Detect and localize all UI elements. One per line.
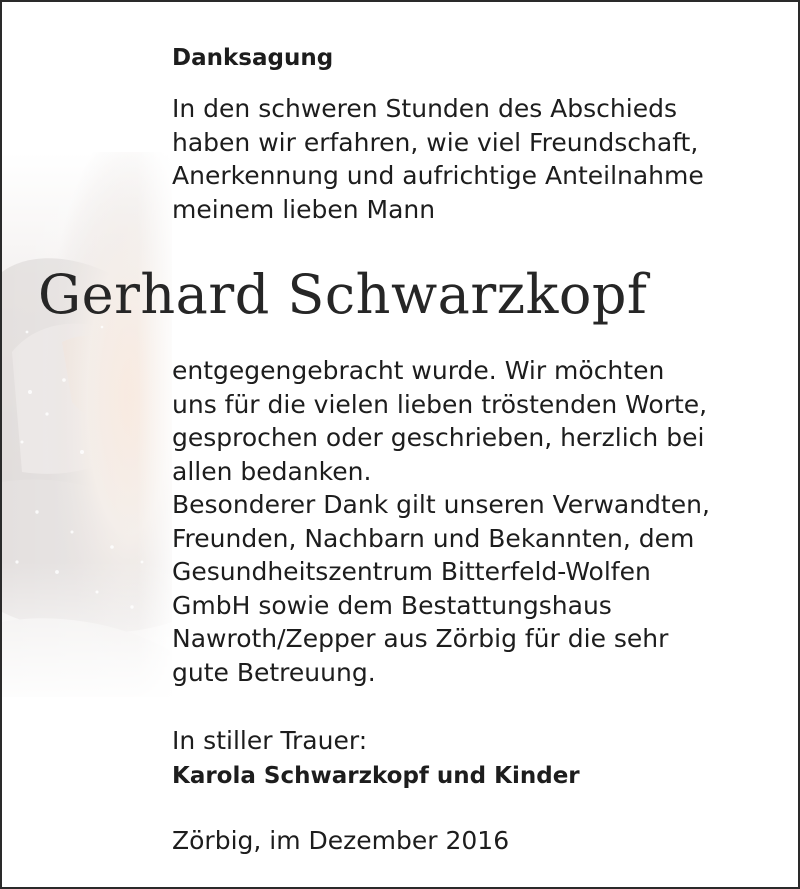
- body-line: Nawroth/Zepper aus Zörbig für die sehr: [172, 624, 669, 653]
- intro-line: haben wir erfahren, wie viel Freundschaft,: [172, 127, 699, 157]
- body-line: Besonderer Dank gilt unseren Verwandten,: [172, 490, 710, 519]
- heading-danksagung: Danksagung: [172, 45, 334, 71]
- body-line: gute Betreuung.: [172, 657, 376, 687]
- intro-line: In den schweren Stunden des Abschieds: [172, 94, 677, 123]
- body-line: GmbH sowie dem Bestattungshaus: [172, 590, 612, 620]
- rose-image: [2, 152, 172, 697]
- mourning-label: In stiller Trauer:: [172, 726, 368, 755]
- family-signature: Karola Schwarzkopf und Kinder: [172, 763, 580, 789]
- body-line: allen bedanken.: [172, 456, 372, 486]
- body-line: uns für die vielen lieben tröstenden Worte,: [172, 389, 708, 419]
- intro-line: Anerkennung und aufrichtige Anteilnahme: [172, 161, 704, 190]
- body-paragraph: [172, 354, 710, 689]
- intro-line: meinem lieben Mann: [172, 194, 436, 224]
- body-line: Gesundheitszentrum Bitterfeld-Wolfen: [172, 557, 651, 586]
- place-date: Zörbig, im Dezember 2016: [172, 826, 510, 855]
- deceased-name: Gerhard Schwarzkopf: [38, 263, 648, 326]
- body-line: entgegengebracht wurde. Wir möchten: [172, 356, 665, 385]
- body-line: gesprochen oder geschrieben, herzlich bei: [172, 423, 705, 452]
- body-line: Freunden, Nachbarn und Bekannten, dem: [172, 523, 695, 553]
- intro-paragraph: [172, 92, 704, 226]
